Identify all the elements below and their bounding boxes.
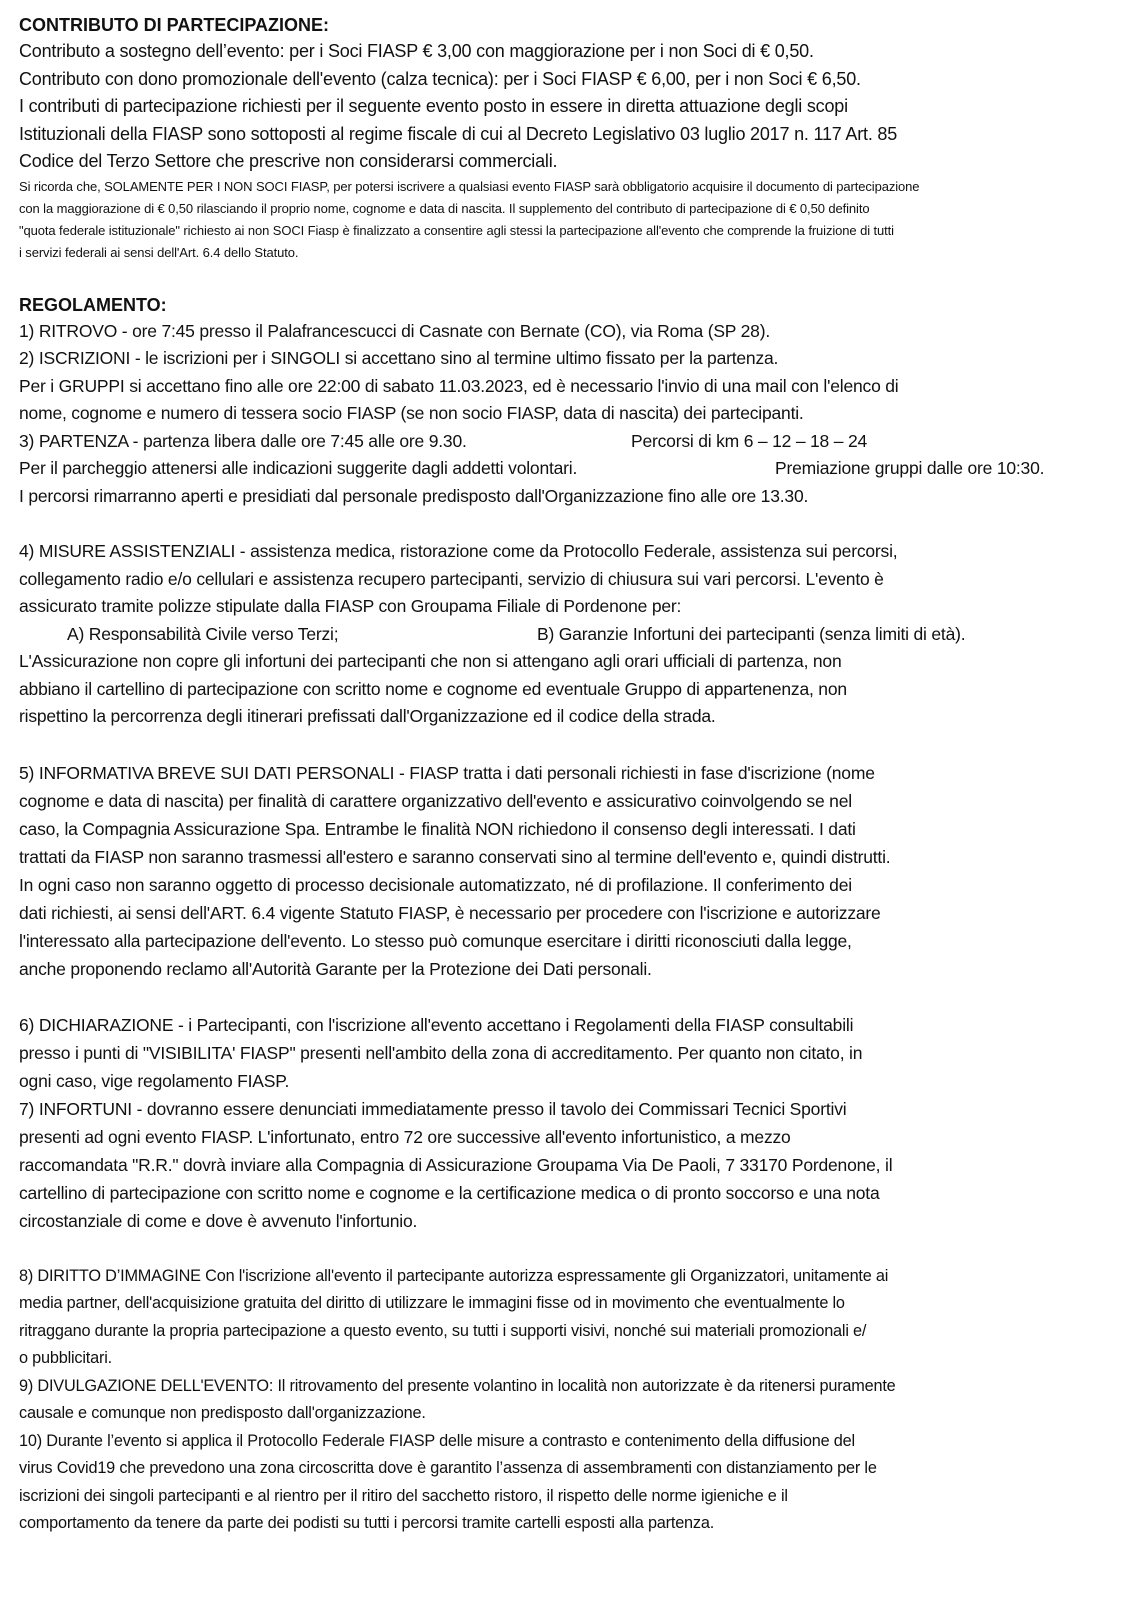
informativa-line: cognome e data di nascita) per finalità di carattere organizzativo dell'evento e assicurativo coinvolgendo se nel xyxy=(19,790,852,811)
contributo-line: Contributo con dono promozionale dell'evento (calza tecnica): per i Soci FIASP € 6,00, per i non Soci € 6,50. xyxy=(19,68,861,89)
misure-line: 4) MISURE ASSISTENZIALI - assistenza medica, ristorazione come da Protocollo Federale, assistenza sui percorsi, xyxy=(19,541,898,561)
non-soci-note-line: Si ricorda che, SOLAMENTE PER I NON SOCI FIASP, per potersi iscrivere a qualsiasi evento FIASP sarà obbligatorio acquisire il documento di partecipazione xyxy=(19,178,920,194)
non-soci-note-line: con la maggiorazione di € 0,50 rilasciando il proprio nome, cognome e data di nascita. Il supplemento del contributo di partecipazione di € 0,50 definito xyxy=(19,200,870,216)
garanzia-b: B) Garanzie Infortuni dei partecipanti (senza limiti di età). xyxy=(537,623,966,644)
spacer xyxy=(19,1235,1104,1263)
contributo-line: Contributo a sostegno dell’evento: per i Soci FIASP € 3,00 con maggiorazione per i non Soci di € 0,50. xyxy=(19,41,814,61)
ritrovo-rule: 1) RITROVO - ore 7:45 presso il Palafrancescucci di Casnate con Bernate (CO), via Roma (SP 28). xyxy=(19,320,770,341)
spacer xyxy=(19,264,1104,292)
garanzia-a: A) Responsabilità Civile verso Terzi; xyxy=(67,623,339,644)
covid-line: virus Covid19 che prevedono una zona circoscritta dove è garantito l’assenza di assembramenti con distanziamento per le xyxy=(19,1459,877,1477)
infortuni-line: cartellino di partecipazione con scritto nome e cognome e la certificazione medica o di pronto soccorso e una nota xyxy=(19,1182,880,1203)
informativa-line: trattati da FIASP non saranno trasmessi all'estero e saranno conservati sino al termine dell'evento e, quindi distrutti. xyxy=(19,846,891,867)
contributo-section xyxy=(19,12,1104,264)
infortuni-line: presenti ad ogni evento FIASP. L'infortunato, entro 72 ore successive all'evento infortunistico, a mezzo xyxy=(19,1126,791,1147)
parcheggio-line xyxy=(19,455,1104,483)
spacer xyxy=(19,983,1104,1011)
misure-line: collegamento radio e/o cellulari e assistenza recupero partecipanti, servizio di chiusura sui vari percorsi. L'evento è xyxy=(19,568,884,589)
iscrizioni-line: nome, cognome e numero di tessera socio FIASP (se non socio FIASP, data di nascita) dei partecipanti. xyxy=(19,403,804,423)
infortuni-line: raccomandata "R.R." dovrà inviare alla Compagnia di Assicurazione Groupama Via De Paoli, 7 33170 Pordenone, il xyxy=(19,1154,893,1175)
regolamento-heading: REGOLAMENTO: xyxy=(19,294,167,315)
dichiarazione-line: presso i punti di "VISIBILITA' FIASP" presenti nell'ambito della zona di accreditamento. Per quanto non citato, in xyxy=(19,1042,863,1063)
informativa-line: dati richiesti, ai sensi dell'ART. 6.4 vigente Statuto FIASP, è necessario per procedere con l'iscrizione e autorizzare xyxy=(19,902,881,923)
partenza-rule xyxy=(19,428,1104,456)
contributo-line: I contributi di partecipazione richiesti per il seguente evento posto in essere in diretta attuazione degli scopi xyxy=(19,96,848,116)
spacer xyxy=(19,731,1104,759)
infortuni-line: circostanziale di come e dove è avvenuto l'infortunio. xyxy=(19,1210,418,1231)
covid-line: 10) Durante l’evento si applica il Protocollo Federale FIASP delle misure a contrasto e contenimento della diffusione del xyxy=(19,1431,855,1450)
assicurazione-line: rispettino la percorrenza degli itinerari prefissati dall'Organizzazione ed il codice della strada. xyxy=(19,706,716,726)
informativa-line: caso, la Compagnia Assicurazione Spa. Entrambe le finalità NON richiedono il consenso degli interessati. I dati xyxy=(19,818,856,839)
infortuni-line: 7) INFORTUNI - dovranno essere denunciati immediatamente presso il tavolo dei Commissari Tecnici Sportivi xyxy=(19,1098,847,1119)
immagine-line: media partner, dell'acquisizione gratuita del diritto di utilizzare le immagini fisse od in movimento che eventualmente lo xyxy=(19,1294,845,1312)
assicurazione-line: L'Assicurazione non copre gli infortuni dei partecipanti che non si attengano agli orari ufficiali di partenza, non xyxy=(19,651,842,671)
divulgazione-line: 9) DIVULGAZIONE DELL'EVENTO: Il ritrovamento del presente volantino in località non autorizzate è da ritenersi puramente xyxy=(19,1376,896,1395)
informativa-line: 5) INFORMATIVA BREVE SUI DATI PERSONALI - FIASP tratta i dati personali richiesti in fase d'iscrizione (nome xyxy=(19,762,875,783)
informativa-line: l'interessato alla partecipazione dell'evento. Lo stesso può comunque esercitare i diritti riconosciuti dalla legge, xyxy=(19,930,852,951)
contributo-line: Codice del Terzo Settore che prescrive non considerarsi commerciali. xyxy=(19,151,558,171)
percorsi-km: Percorsi di km 6 – 12 – 18 – 24 xyxy=(631,430,868,451)
iscrizioni-line: Per i GRUPPI si accettano fino alle ore 22:00 di sabato 11.03.2023, ed è necessario l'invio di una mail con l'elenco di xyxy=(19,375,899,396)
percorsi-line: I percorsi rimarranno aperti e presidiati dal personale predisposto dall'Organizzazione fino alle ore 13.30. xyxy=(19,485,809,506)
non-soci-note-line: i servizi federali ai sensi dell'Art. 6.4 dello Statuto. xyxy=(19,244,299,260)
parcheggio-text: Per il parcheggio attenersi alle indicazioni suggerite dagli addetti volontari. xyxy=(19,458,578,478)
iscrizioni-line: 2) ISCRIZIONI - le iscrizioni per i SINGOLI si accettano sino al termine ultimo fissato per la partenza. xyxy=(19,348,779,368)
dichiarazione-line: ogni caso, vige regolamento FIASP. xyxy=(19,1070,290,1091)
covid-line: iscrizioni dei singoli partecipanti e al rientro per il ritiro del sacchetto ristoro, il rispetto delle norme igieniche e il xyxy=(19,1486,788,1505)
misure-line: assicurato tramite polizze stipulate dalla FIASP con Groupama Filiale di Pordenone per: xyxy=(19,596,682,616)
divulgazione-line: causale e comunque non predisposto dall'organizzazione. xyxy=(19,1404,426,1422)
premiazione-text: Premiazione gruppi dalle ore 10:30. xyxy=(775,458,1045,478)
immagine-line: ritraggano durante la propria partecipazione a questo evento, su tutti i supporti visivi, nonché sui materiali promozionali e/ xyxy=(19,1321,867,1340)
immagine-line: 8) DIRITTO D’IMMAGINE Con l'iscrizione all'evento il partecipante autorizza espressamente gli Organizzatori, unitamente ai xyxy=(19,1266,889,1285)
spacer xyxy=(19,510,1104,538)
dichiarazione-line: 6) DICHIARAZIONE - i Partecipanti, con l'iscrizione all'evento accettano i Regolamenti della FIASP consultabili xyxy=(19,1014,854,1035)
assicurazione-line: abbiano il cartellino di partecipazione con scritto nome e cognome ed eventuale Gruppo di appartenenza, non xyxy=(19,678,847,699)
partenza-text: 3) PARTENZA - partenza libera dalle ore 7:45 alle ore 9.30. xyxy=(19,430,467,451)
contributo-heading: CONTRIBUTO DI PARTECIPAZIONE: xyxy=(19,15,329,35)
non-soci-note-line: "quota federale istituzionale" richiesto ai non SOCI Fiasp è finalizzato a consentire agli stessi la partecipazione all'evento che comprende la fruizione di tutti xyxy=(19,222,894,238)
covid-line: comportamento da tenere da parte dei podisti su tutti i percorsi tramite cartelli esposti alla partenza. xyxy=(19,1514,715,1532)
immagine-line: o pubblicitari. xyxy=(19,1349,112,1367)
regolamento-section xyxy=(19,292,1104,1538)
informativa-line: In ogni caso non saranno oggetto di processo decisionale automatizzato, né di profilazione. Il conferimento dei xyxy=(19,874,852,895)
contributo-line: Istituzionali della FIASP sono sottoposti al regime fiscale di cui al Decreto Legislativo 03 luglio 2017 n. 117 Art. 85 xyxy=(19,123,898,144)
garanzie-line xyxy=(19,621,1104,649)
informativa-line: anche proponendo reclamo all'Autorità Garante per la Protezione dei Dati personali. xyxy=(19,958,652,979)
